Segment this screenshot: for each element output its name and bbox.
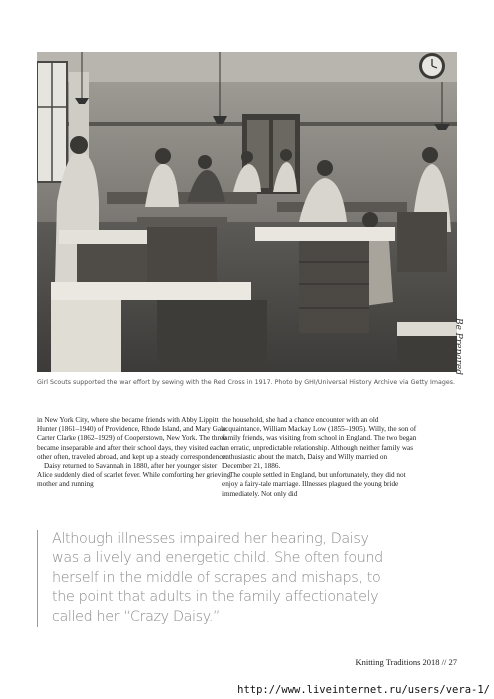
body-column-2 (222, 416, 418, 499)
pull-quote-line: the point that adults in the family affectionately (52, 589, 379, 606)
body-column-1 (37, 416, 233, 490)
pull-quote-line: called her “Crazy Daisy.” (52, 608, 221, 625)
section-label: Be Prepared (453, 318, 463, 376)
photo-caption: Girl Scouts supported the war effort by sewing with the Red Cross in 1917. Photo by GHI/Universal History Archive via Getty Images. (37, 379, 456, 386)
pull-quote (37, 530, 472, 627)
footer-separator: // (441, 657, 447, 667)
wall-clock-icon (419, 53, 445, 79)
classroom-photo (37, 52, 457, 372)
pull-quote-line: was a lively and energetic child. She often found (52, 550, 383, 567)
body-paragraph: The couple settled in England, but unfortunately, they did not enjoy a fairy-tale marriage. Illnesses plagued the young bride immediately. Not only did (222, 471, 406, 498)
magazine-title: Knitting Traditions 2018 (355, 657, 440, 667)
page-footer (355, 657, 457, 667)
body-paragraph: Daisy returned to Savannah in 1880, after her younger sister Alice suddenly died of scarlet fever. While comforting her grieving mother and running (37, 462, 231, 489)
pull-quote-line: herself in the middle of scrapes and mishaps, to (52, 569, 381, 586)
watermark-url: http://www.liveinternet.ru/users/vera-1/ (237, 684, 490, 696)
body-paragraph: the household, she had a chance encounter with an old acquaintance, William Mackay Low (1855–1905). Willy, the son of family friends, was visiting from school in England. The two began an erratic, unpredictable relationship. Although neither family was enthusiastic about the match, Daisy and Willy married on December 21, 1886. (222, 416, 417, 471)
body-paragraph: in New York City, where she became friends with Abby Lippitt Hunter (1861–1940) of Providence, Rhode Island, and Mary Gale Carter Clarke (1862–1929) of Cooperstown, New York. The three became inseparable and after their school days, they visited each other often, traveled abroad, and kept up a steady correspondence. (37, 416, 228, 461)
page-number: 27 (448, 657, 457, 667)
pull-quote-line: Although illnesses impaired her hearing, Daisy (52, 531, 369, 547)
